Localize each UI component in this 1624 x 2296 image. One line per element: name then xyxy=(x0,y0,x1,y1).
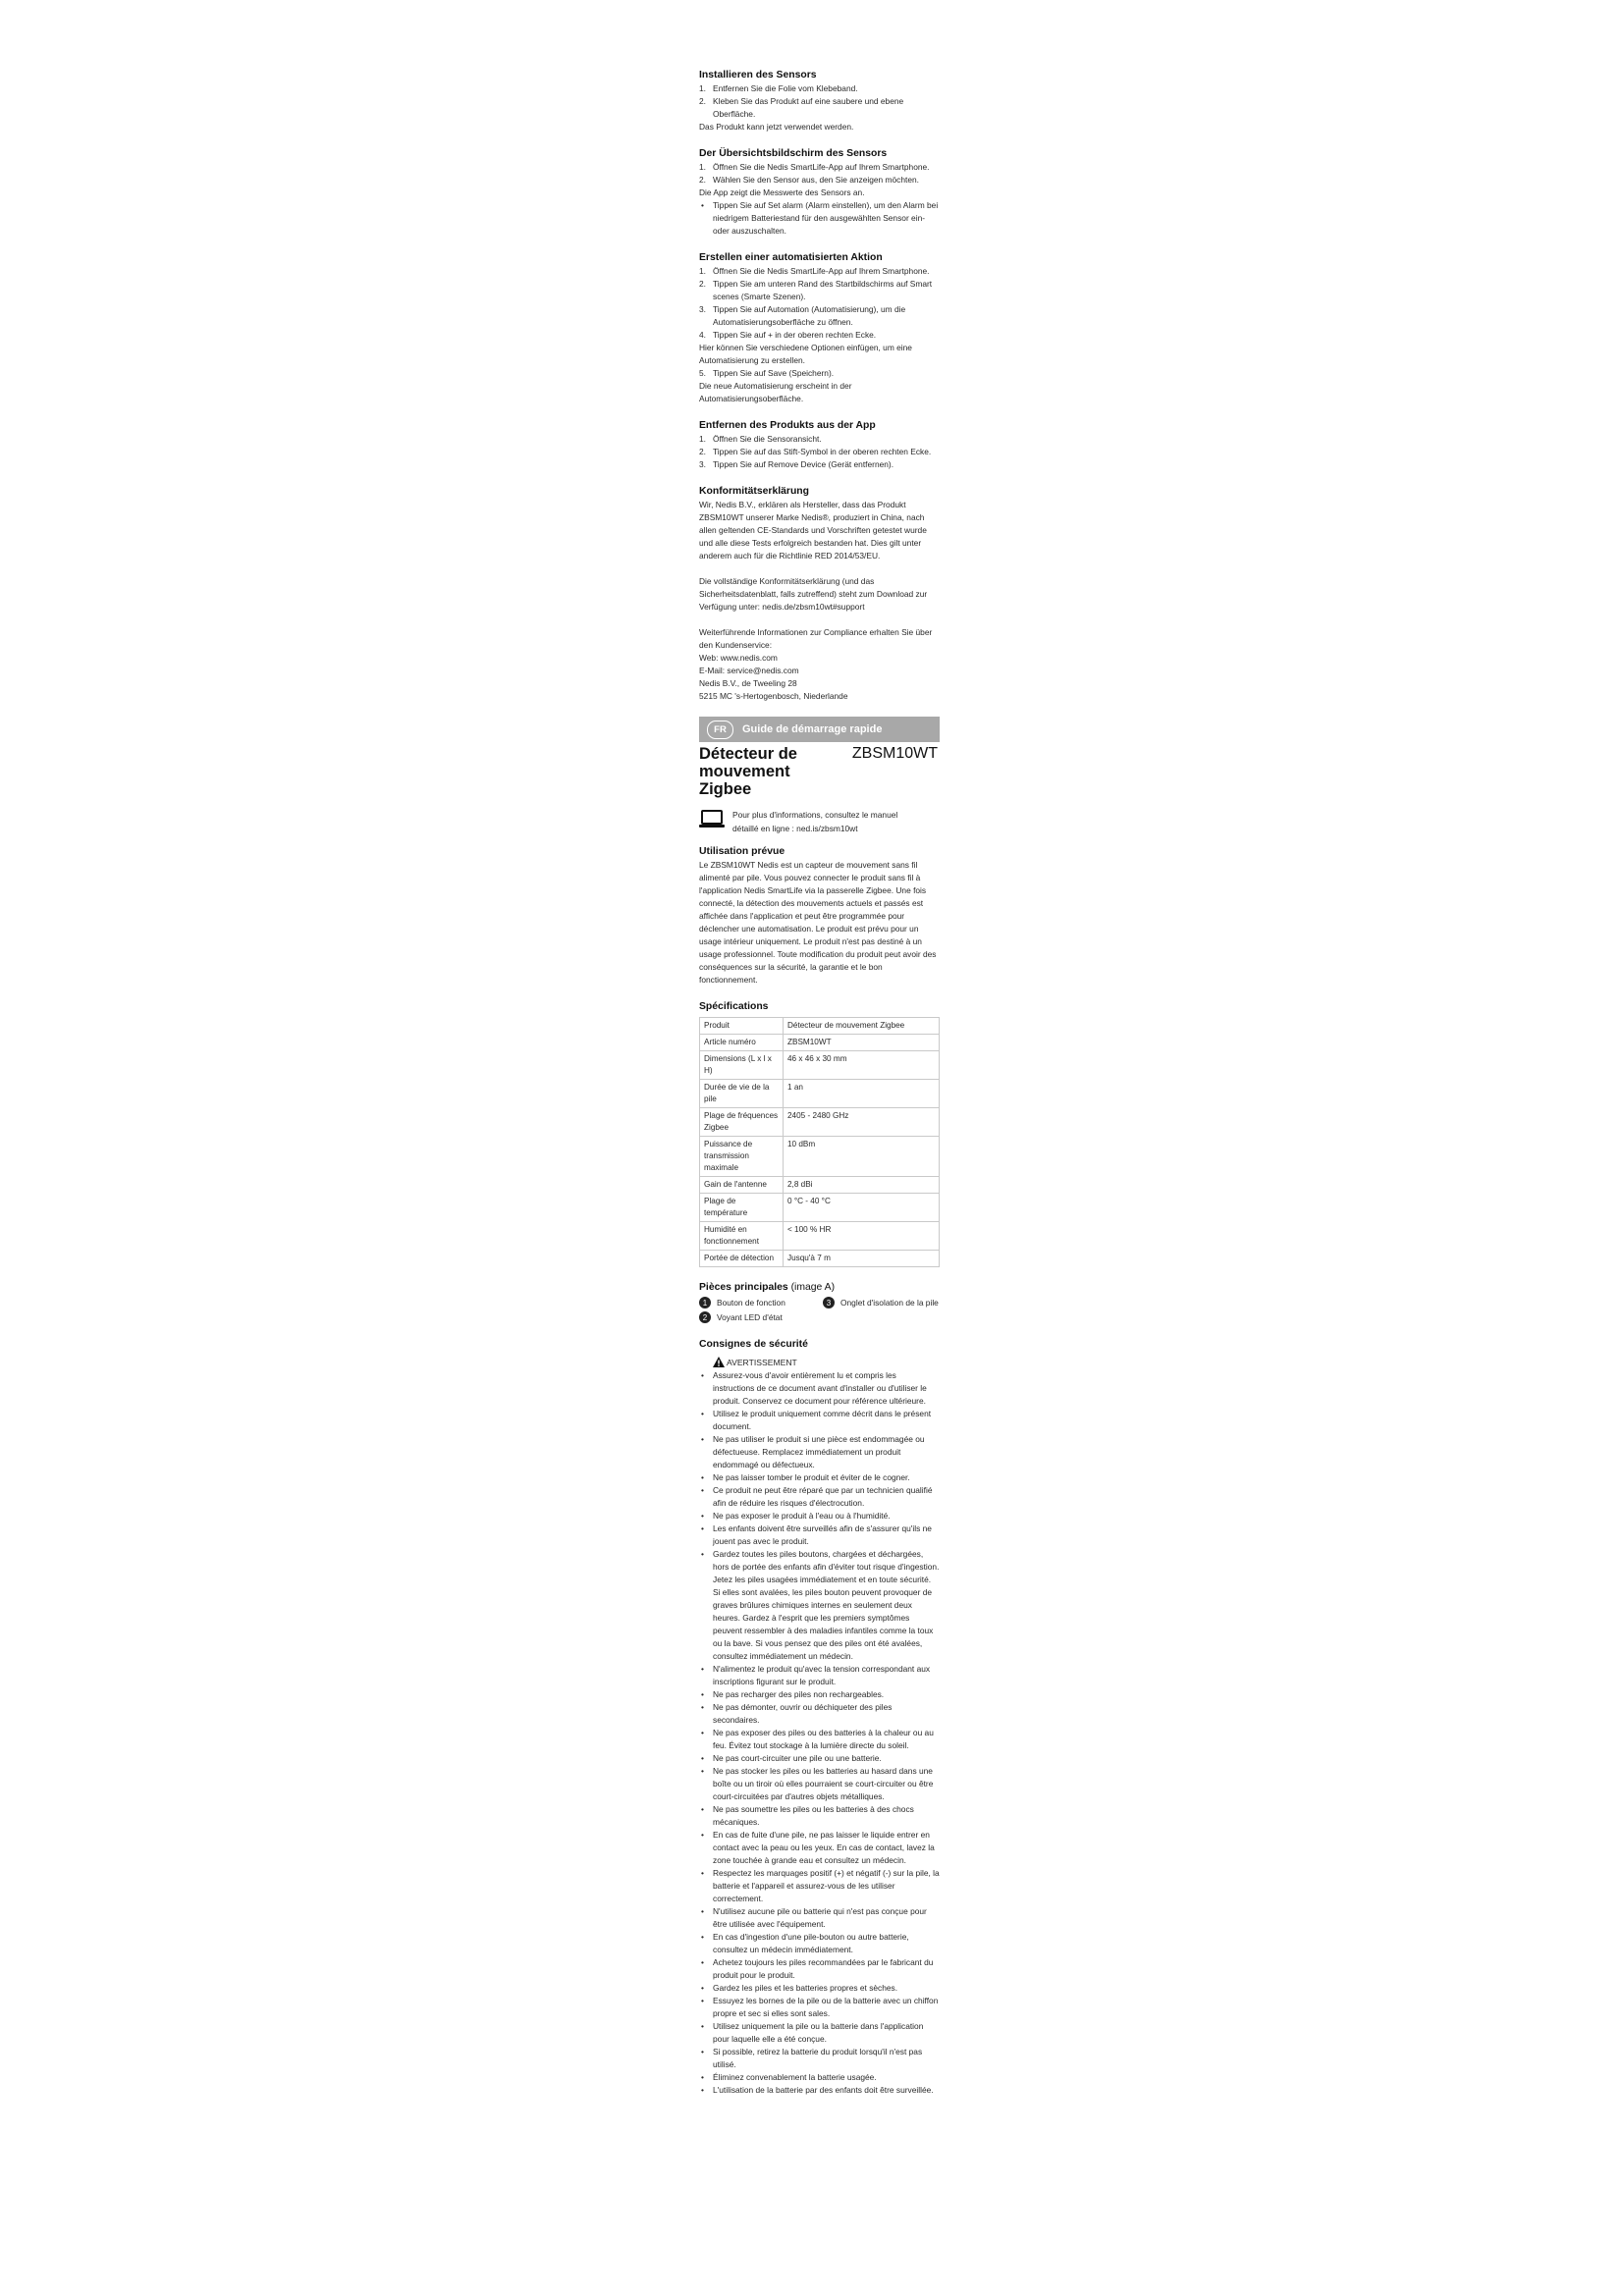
safety-item: • Ne pas recharger des piles non rechargeables. xyxy=(699,1688,940,1701)
spec-value: 10 dBm xyxy=(784,1137,940,1177)
spec-key: Humidité en fonctionnement xyxy=(700,1222,784,1251)
section-specifications xyxy=(699,1000,940,1267)
safety-item: • Utilisez uniquement la pile ou la batterie dans l'application pour laquelle elle a été conçue. xyxy=(699,2020,940,2046)
spec-value: < 100 % HR xyxy=(784,1222,940,1251)
section-conformity xyxy=(699,485,940,703)
section-title: Pièces principales (image A) xyxy=(699,1282,836,1293)
section-title: Spécifications xyxy=(699,1001,769,1012)
safety-item: • Gardez les piles et les batteries propres et sèches. xyxy=(699,1982,940,1995)
parts-list xyxy=(699,1297,940,1324)
paragraph: Hier können Sie verschiedene Optionen einfügen, um eine Automatisierung zu erstellen. xyxy=(699,343,912,365)
part-number: 2 xyxy=(699,1311,711,1323)
step-item: 3. Tippen Sie auf Remove Device (Gerät entfernen). xyxy=(699,459,894,469)
paragraph: Le ZBSM10WT Nedis est un capteur de mouvement sans fil alimenté par pile. Vous pouvez connecter le produit sans fil à l'application Nedis SmartLife via la passerelle Zigbee. Une fois connecté, la détection des mouvements actuels et passés est affichée dans l'application et peut être programmée pour déclencher une automatisation. Le produit est prévu pour un usage intérieur uniquement. Le produit n'est pas destiné à un usage professionnel. Toute modification du produit peut avoir des conséquences sur la sécurité, la garantie et le bon fonctionnement. xyxy=(699,860,937,985)
spec-key: Dimensions (L x l x H) xyxy=(700,1051,784,1080)
spec-row xyxy=(700,1018,940,1035)
section-title: Erstellen einer automatisierten Aktion xyxy=(699,252,883,263)
safety-item: • Gardez toutes les piles boutons, chargées et déchargées, hors de portée des enfants afin d'éviter tout risque d'ingestion. Jetez les piles usagées immédiatement et en toute sécurité. Si elles sont avalées, les piles bouton peuvent provoquer de graves brûlures chimiques internes en seulement deux heures. Gardez à l'esprit que les premiers symptômes peuvent ressembler à des maladies infantiles comme la toux ou la bave. Si vous pensez que des piles ont été avalées, consultez immédiatement un médecin. xyxy=(699,1548,940,1663)
part-item: 2 Voyant LED d'état xyxy=(699,1311,823,1324)
safety-item: • Éliminez convenablement la batterie usagée. xyxy=(699,2071,940,2084)
safety-item: • Les enfants doivent être surveillés afin de s'assurer qu'ils ne jouent pas avec le produit. xyxy=(699,1522,940,1548)
info-text: Pour plus d'informations, consultez le manuel xyxy=(732,810,898,820)
paragraph: Das Produkt kann jetzt verwendet werden. xyxy=(699,122,854,132)
safety-item: • Respectez les marquages positif (+) et négatif (-) sur la pile, la batterie et l'appareil et assurez-vous de les utiliser correctement. xyxy=(699,1867,940,1905)
section-remove xyxy=(699,419,940,471)
spec-value: 46 x 46 x 30 mm xyxy=(784,1051,940,1080)
warning-label: AVERTISSEMENT xyxy=(713,1357,940,1367)
section-overview xyxy=(699,147,940,238)
spec-row xyxy=(700,1108,940,1137)
spec-row xyxy=(700,1035,940,1051)
product-code: ZBSM10WT xyxy=(851,745,938,762)
spec-row xyxy=(700,1051,940,1080)
bullet-list xyxy=(699,199,940,238)
manual-page xyxy=(699,69,940,2110)
paragraph: Die App zeigt die Messwerte des Sensors an. xyxy=(699,187,865,197)
paragraph: Die neue Automatisierung erscheint in der Automatisierungsoberfläche. xyxy=(699,381,852,403)
bullet-item: • Tippen Sie auf Set alarm (Alarm einstellen), um den Alarm bei niedrigem Batteriestand für den ausgewählten Sensor ein- oder auszuschalten. xyxy=(699,199,940,238)
section-install xyxy=(699,69,940,133)
paragraph: Wir, Nedis B.V., erklären als Hersteller, dass das Produkt ZBSM10WT unserer Marke Nedis®, produziert in China, nach allen geltenden CE-Standards und Vorschriften getestet wurde und alle diese Tests erfolgreich bestanden hat. Dies gilt unter anderem auch für die Richtlinie RED 2014/53/EU. xyxy=(699,500,927,561)
safety-item: • Ne pas utiliser le produit si une pièce est endommagée ou défectueuse. Remplacez immédiatement un produit endommagé ou défectueux. xyxy=(699,1433,940,1471)
safety-item: • Ne pas démonter, ouvrir ou déchiqueter des piles secondaires. xyxy=(699,1701,940,1727)
steps-list xyxy=(699,265,940,342)
spec-key: Durée de vie de la pile xyxy=(700,1080,784,1108)
safety-item: • En cas de fuite d'une pile, ne pas laisser le liquide entrer en contact avec la peau ou les yeux. En cas de contact, lavez la zone touchée à grande eau et consultez un médecin. xyxy=(699,1829,940,1867)
spec-key: Plage de température xyxy=(700,1194,784,1222)
spec-value: Jusqu'à 7 m xyxy=(784,1251,940,1267)
steps-list xyxy=(699,367,940,380)
section-title: Utilisation prévue xyxy=(699,846,785,857)
safety-item: • L'utilisation de la batterie par des enfants doit être surveillée. xyxy=(699,2084,940,2097)
spec-value: 2,8 dBi xyxy=(784,1177,940,1194)
steps-list xyxy=(699,161,940,187)
part-number: 1 xyxy=(699,1297,711,1308)
spec-row xyxy=(700,1137,940,1177)
safety-item: • Ne pas exposer des piles ou des batteries à la chaleur ou au feu. Évitez tout stockage à la lumière directe du soleil. xyxy=(699,1727,940,1752)
section-title: Installieren des Sensors xyxy=(699,70,817,80)
banner-title: Guide de démarrage rapide xyxy=(742,723,883,735)
spec-key: Produit xyxy=(700,1018,784,1035)
spec-value: 1 an xyxy=(784,1080,940,1108)
safety-item: • N'alimentez le produit qu'avec la tension correspondant aux inscriptions figurant sur le produit. xyxy=(699,1663,940,1688)
spec-key: Plage de fréquences Zigbee xyxy=(700,1108,784,1137)
spec-key: Puissance de transmission maximale xyxy=(700,1137,784,1177)
safety-list xyxy=(699,1369,940,2097)
spec-value: Détecteur de mouvement Zigbee xyxy=(784,1018,940,1035)
part-item: 3 Onglet d'isolation de la pile xyxy=(823,1297,940,1309)
part-number: 3 xyxy=(823,1297,835,1308)
contact-line: Web: www.nedis.com xyxy=(699,653,778,663)
safety-item: • Ne pas stocker les piles ou les batteries au hasard dans une boîte ou un tiroir où elles pourraient se court-circuiter ou être court-circuitées par d'autres objets métalliques. xyxy=(699,1765,940,1803)
step-item: 2. Kleben Sie das Produkt auf eine saubere und ebene Oberfläche. xyxy=(699,96,904,119)
step-item: 3. Tippen Sie auf Automation (Automatisierung), um die Automatisierungsoberfläche zu öffnen. xyxy=(699,304,906,327)
contact-line: Weiterführende Informationen zur Compliance erhalten Sie über den Kundenservice: xyxy=(699,627,933,650)
step-item: 2. Wählen Sie den Sensor aus, den Sie anzeigen möchten. xyxy=(699,175,919,185)
step-item: 5. Tippen Sie auf Save (Speichern). xyxy=(699,368,835,378)
contact-line: 5215 MC 's-Hertogenbosch, Niederlande xyxy=(699,691,848,701)
contact-line: E-Mail: service@nedis.com xyxy=(699,666,799,675)
steps-list xyxy=(699,433,940,471)
part-item: 1 Bouton de fonction xyxy=(699,1297,823,1309)
spec-row xyxy=(700,1222,940,1251)
safety-item: • Ne pas court-circuiter une pile ou une batterie. xyxy=(699,1752,940,1765)
spec-table xyxy=(699,1017,940,1267)
safety-item: • Ne pas soumettre les piles ou les batteries à des chocs mécaniques. xyxy=(699,1803,940,1829)
step-item: 1. Öffnen Sie die Sensoransicht. xyxy=(699,434,822,444)
step-item: 1. Öffnen Sie die Nedis SmartLife-App auf Ihrem Smartphone. xyxy=(699,266,930,276)
safety-item: • Si possible, retirez la batterie du produit lorsqu'il n'est pas utilisé. xyxy=(699,2046,940,2071)
warning-triangle-icon xyxy=(713,1357,725,1367)
section-intended-use xyxy=(699,845,940,987)
spec-row xyxy=(700,1177,940,1194)
product-name: Détecteur de mouvement Zigbee xyxy=(699,745,797,798)
safety-item: • Achetez toujours les piles recommandées par le fabricant du produit pour le produit. xyxy=(699,1956,940,1982)
safety-item: • N'utilisez aucune pile ou batterie qui n'est pas conçue pour être utilisée avec l'équipement. xyxy=(699,1905,940,1931)
section-title: Entfernen des Produkts aus der App xyxy=(699,420,876,431)
step-item: 1. Entfernen Sie die Folie vom Klebeband. xyxy=(699,83,858,93)
step-item: 2. Tippen Sie auf das Stift-Symbol in der oberen rechten Ecke. xyxy=(699,447,932,456)
step-item: 2. Tippen Sie am unteren Rand des Startbildschirms auf Smart scenes (Smarte Szenen). xyxy=(699,279,933,301)
info-link-text: détaillé en ligne : ned.is/zbsm10wt xyxy=(732,824,858,833)
language-badge: FR xyxy=(707,721,733,739)
safety-item: • Ne pas laisser tomber le produit et éviter de le cogner. xyxy=(699,1471,940,1484)
contact-line: Nedis B.V., de Tweeling 28 xyxy=(699,678,797,688)
paragraph: Die vollständige Konformitätserklärung (und das Sicherheitsdatenblatt, falls zutreffend) steht zum Download zur Verfügung unter: nedis.de/zbsm10wt#support xyxy=(699,576,928,612)
spec-row xyxy=(700,1194,940,1222)
section-safety xyxy=(699,1338,940,2097)
safety-item: • Ne pas exposer le produit à l'eau ou à l'humidité. xyxy=(699,1510,940,1522)
step-item: 4. Tippen Sie auf + in der oberen rechten Ecke. xyxy=(699,330,877,340)
contact-block xyxy=(699,626,940,703)
section-title: Consignes de sécurité xyxy=(699,1339,808,1350)
spec-row xyxy=(700,1251,940,1267)
safety-item: • En cas d'ingestion d'une pile-bouton ou autre batterie, consultez un médecin immédiatement. xyxy=(699,1931,940,1956)
spec-row xyxy=(700,1080,940,1108)
section-automation xyxy=(699,251,940,405)
spec-key: Portée de détection xyxy=(700,1251,784,1267)
section-title: Konformitätserklärung xyxy=(699,486,810,497)
steps-list xyxy=(699,82,940,121)
spec-key: Gain de l'antenne xyxy=(700,1177,784,1194)
spec-value: 0 °C - 40 °C xyxy=(784,1194,940,1222)
safety-item: • Essuyez les bornes de la pile ou de la batterie avec un chiffon propre et sec si elles sont sales. xyxy=(699,1995,940,2020)
spec-value: ZBSM10WT xyxy=(784,1035,940,1051)
safety-item: • Assurez-vous d'avoir entièrement lu et compris les instructions de ce document avant d'installer ou d'utiliser le produit. Conservez ce document pour référence ultérieure. xyxy=(699,1369,940,1408)
spec-value: 2405 - 2480 GHz xyxy=(784,1108,940,1137)
spec-key: Article numéro xyxy=(700,1035,784,1051)
language-banner xyxy=(699,717,940,742)
product-header xyxy=(699,745,940,798)
laptop-icon xyxy=(699,808,732,835)
section-title: Der Übersichtsbildschirm des Sensors xyxy=(699,148,888,159)
online-manual-info xyxy=(699,808,940,835)
safety-item: • Ce produit ne peut être réparé que par un technicien qualifié afin de réduire les risques d'électrocution. xyxy=(699,1484,940,1510)
section-main-parts xyxy=(699,1281,940,1324)
step-item: 1. Öffnen Sie die Nedis SmartLife-App auf Ihrem Smartphone. xyxy=(699,162,930,172)
safety-item: • Utilisez le produit uniquement comme décrit dans le présent document. xyxy=(699,1408,940,1433)
